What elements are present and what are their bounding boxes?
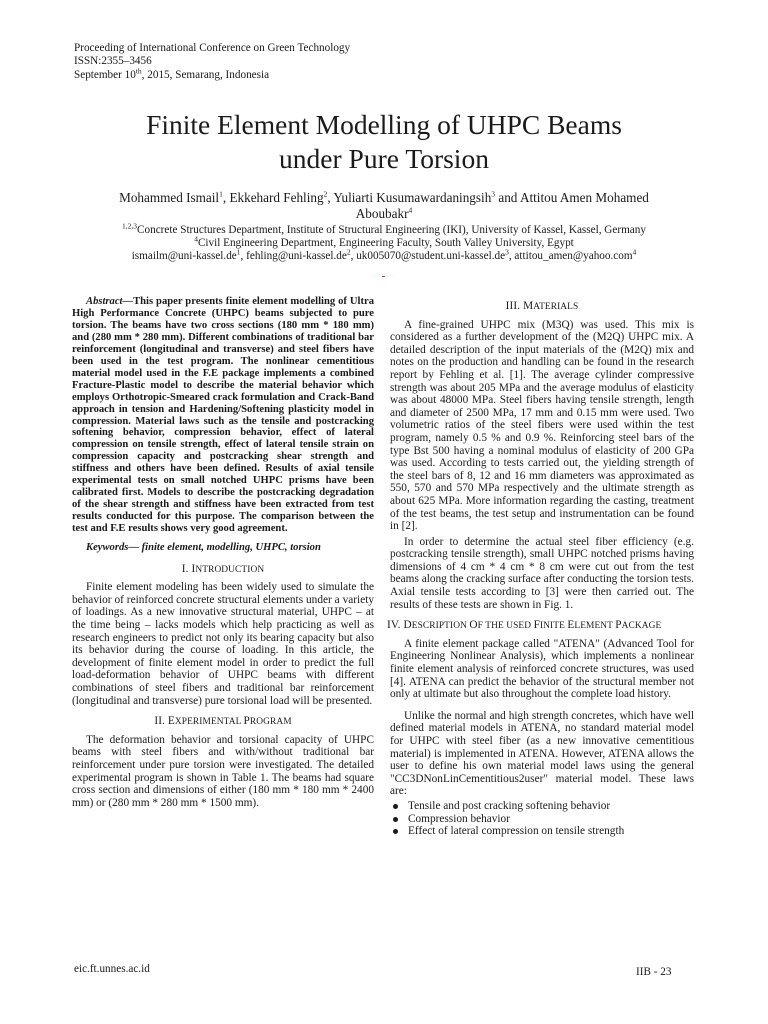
header-date-day: September 10 [74, 68, 136, 81]
email-1-sup: 1 [236, 247, 241, 257]
section-heading-experimental [72, 715, 374, 729]
author-4-sup: 4 [408, 205, 413, 215]
header-date [74, 66, 350, 82]
section-2-number: II. [154, 715, 168, 728]
email-1[interactable]: ismailm@uni-kassel.de [131, 250, 237, 263]
section-4-t10: ACKAGE [621, 621, 662, 632]
fe-package-paragraph-2: Unlike the normal and high strength concretes, which have well defined material models in ATENA, no standard material model for UHPC with steel fiber (as a new innovative cementitious material) is implemented in ATENA. However, ATENA allows the user to define his own material model laws using the general "CC3DNonLinCementitious2user" material model. These laws are: [390, 709, 694, 798]
material-laws-list [390, 800, 694, 838]
affiliations [74, 221, 694, 264]
author-1-sup: 1 [219, 189, 223, 199]
section-4-t4: F THE USED [477, 621, 534, 632]
author-1: Mohammed Ismail [119, 190, 220, 205]
abstract-text: This paper presents finite element modelling of Ultra High Performance Concrete (UHPC) beams subjected to pure torsion. The beams have two cross sections (180 mm * 180 mm) and (280 mm * 280 mm). Different combinations of traditional bar reinforcement (longitudinal and transverse) and steel fibers have been used in the test program. The nonlinear cementitious material model used in the F.E package implements a combined Fracture-Plastic model to describe the material behavior which employs Orthotropic-Smeared crack formulation and Crack-Band approach in tension and Hardening/Softening plasticity model in compression. Material laws such as the tensile and postcracking softening behavior, compression behavior, effect of lateral compression on tensile strength, effect of lateral tensile strain on compression capacity and postcracking shear strength and stiffness and others have been defined. Results of axial tensile experimental tests on small notched UHPC prisms have been calibrated first. Models to describe the postcracking degradation of the shear strength and stiffness have been extracted from test results conducted for this purpose. The comparison between the test and F.E results shows very good agreement. [72, 296, 374, 535]
bullet-icon [393, 817, 398, 822]
section-1-title: NTRODUCTION [195, 564, 265, 575]
paper-title-line2: under Pure Torsion [279, 143, 489, 174]
bullet-icon [393, 804, 398, 809]
list-item-text: Tensile and post cracking softening behavior [408, 799, 611, 812]
section-1-initial: I [191, 562, 196, 575]
section-4-t8: LEMENT [574, 621, 616, 632]
section-4-t5: F [533, 619, 540, 632]
email-4-sup: 4 [632, 247, 637, 257]
affiliation-1 [74, 221, 694, 237]
keywords: Keywords— finite element, modelling, UHPC, torsion [86, 542, 321, 554]
list-item [390, 813, 694, 826]
stray-mark [382, 276, 385, 277]
list-item [390, 800, 694, 813]
section-1-number: I. [181, 562, 192, 575]
email-3-sup: 3 [505, 247, 509, 257]
section-heading-introduction [72, 563, 374, 577]
email-4[interactable]: , attitou_amen@yahoo.com [508, 250, 633, 263]
section-4-t9: P [615, 619, 622, 632]
section-4-t1: D [403, 619, 412, 632]
bullet-icon [393, 829, 398, 834]
author-2: , Ekkehard Fehling [222, 190, 324, 205]
header-conference: Proceeding of International Conference on Green Technology [74, 42, 351, 54]
materials-paragraph-2: In order to determine the actual steel fiber efficiency (e.g. postcracking tensile strength), small UHPC notched prisms having dimensions of 4 cm * 4 cm * 8 cm were cut out from the test beams along the cracking surface after conducting the torsion tests. Axial tensile tests according to [3] were then carried out. The results of these tests are shown in Fig. 1. [390, 535, 694, 611]
section-3-initial: M [523, 300, 534, 312]
footer-page-number: IIB - 23 [636, 966, 672, 978]
author-3: , Yuliarti Kusumawardaningsih [327, 190, 492, 205]
list-item-text: Effect of lateral compression on tensile strength [408, 825, 625, 838]
section-4-number: IV. [387, 619, 404, 632]
section-2-initial: E [167, 715, 175, 728]
author-list [92, 190, 676, 222]
affiliation-2 [74, 234, 694, 250]
affiliation-2-sup: 4 [194, 234, 198, 244]
header-date-rest: , 2015, Semarang, Indonesia [141, 68, 270, 81]
author-emails [74, 247, 694, 263]
section-heading-materials [390, 300, 694, 314]
right-column [387, 300, 694, 838]
affiliation-1-sup: 1,2,3 [122, 221, 138, 231]
paper-title [0, 108, 768, 176]
header-date-sup: th [135, 66, 142, 76]
abstract-lead: Abstract— [86, 296, 134, 307]
header-issn: ISSN:2355–3456 [74, 55, 152, 68]
section-heading-fe-package [387, 619, 694, 633]
section-3-number: III. [505, 300, 524, 312]
footer-website[interactable]: eic.ft.unnes.ac.id [74, 963, 150, 975]
section-4-t6: INITE [539, 621, 568, 632]
section-2-title-a: XPERIMENTAL [174, 717, 244, 728]
section-3-title: ATERIALS [533, 302, 579, 312]
author-2-sup: 2 [323, 189, 328, 199]
proceedings-header [74, 42, 350, 82]
email-3[interactable]: , uk005070@student.uni-kassel.de [350, 250, 506, 263]
materials-paragraph-1: A fine-grained UHPC mix (M3Q) was used. This mix is considered as a further development of the (M2Q) UHPC mix. A detailed description of the input materials of the (M2Q) mix and notes on the production and handling can be found in the research report by Fehling et al. [1]. The average cylinder compressive strength was about 205 MPa and the average modulus of elasticity was about 48000 MPa. Steel fibers having tensile strength, length and diameter of 2500 MPa, 17 mm and 0.15 mm were used. Two volumetric ratios of the steel fibers were used within the test program, namely 0.5 % and 0.9 %. Reinforcing steel bars of the type Bst 500 having a nominal modulus of elasticity of 200 GPa was used. According to tests carried out, the yielding strength of the steel bars of 8, 12 and 16 mm diameters was approximated as 550, 570 and 570 MPa respectively and the ultimate strength as about 625 MPa. More information regarding the casting, treatment of the test beams, the test setup and instrumentation can be found in [2]. [390, 318, 694, 533]
affiliation-1-text: Concrete Structures Department, Institute of Structural Engineering (IKI), University of Kassel, Kassel, Germany [137, 224, 646, 236]
section-2-title-b: ROGRAM [249, 717, 292, 728]
author-3-sup: 3 [491, 189, 496, 199]
left-column [72, 296, 374, 809]
section-2-initial-2: P [243, 715, 250, 728]
list-item-text: Compression behavior [408, 812, 510, 825]
affiliation-2-text: Civil Engineering Department, Engineering Faculty, South Valley University, Egypt [197, 237, 574, 250]
section-4-t7: E [567, 619, 575, 632]
list-item [390, 825, 694, 838]
abstract [72, 296, 374, 535]
section-4-t2: ESCRIPTION [411, 621, 470, 632]
email-2-sup: 2 [346, 247, 351, 257]
fe-package-paragraph-1: A finite element package called "ATENA" (Advanced Tool for Engineering Nonlinear Analysis), which implements a nonlinear finite element analysis of reinforced concrete structures, was used [4]. ATENA can predict the behavior of the structural member not only at ultimate but also throughout the complete load history. [390, 637, 694, 701]
experimental-paragraph: The deformation behavior and torsional capacity of UHPC beams with steel fibers and with/without traditional bar reinforcement under pure torsion were investigated. The detailed experimental program is shown in Table 1. The beams had square cross section and dimensions of either (180 mm * 180 mm * 2400 mm) or (280 mm * 280 mm * 1500 mm). [72, 733, 374, 809]
paper-title-line1: Finite Element Modelling of UHPC Beams [146, 109, 622, 140]
introduction-paragraph: Finite element modeling has been widely used to simulate the behavior of reinforced concrete structural elements under a variety of loadings. As a new innovative structural material, UHPC – at the time being – lacks models which help practicing as well as research engineers to predict not only its bearing capacity but also its behavior during the course of loading. In this article, the development of finite element model in order to predict the full load-deformation behavior of UHPC beams with different combinations of steel fibers and traditional bar reinforcement (longitudinal and transverse) pure torsional load will be presented. [72, 581, 374, 707]
section-4-t3: O [469, 619, 478, 632]
email-2[interactable]: , fehling@uni-kassel.de [240, 250, 347, 263]
author-4: and Attitou Amen Mohamed Aboubakr [355, 190, 649, 221]
